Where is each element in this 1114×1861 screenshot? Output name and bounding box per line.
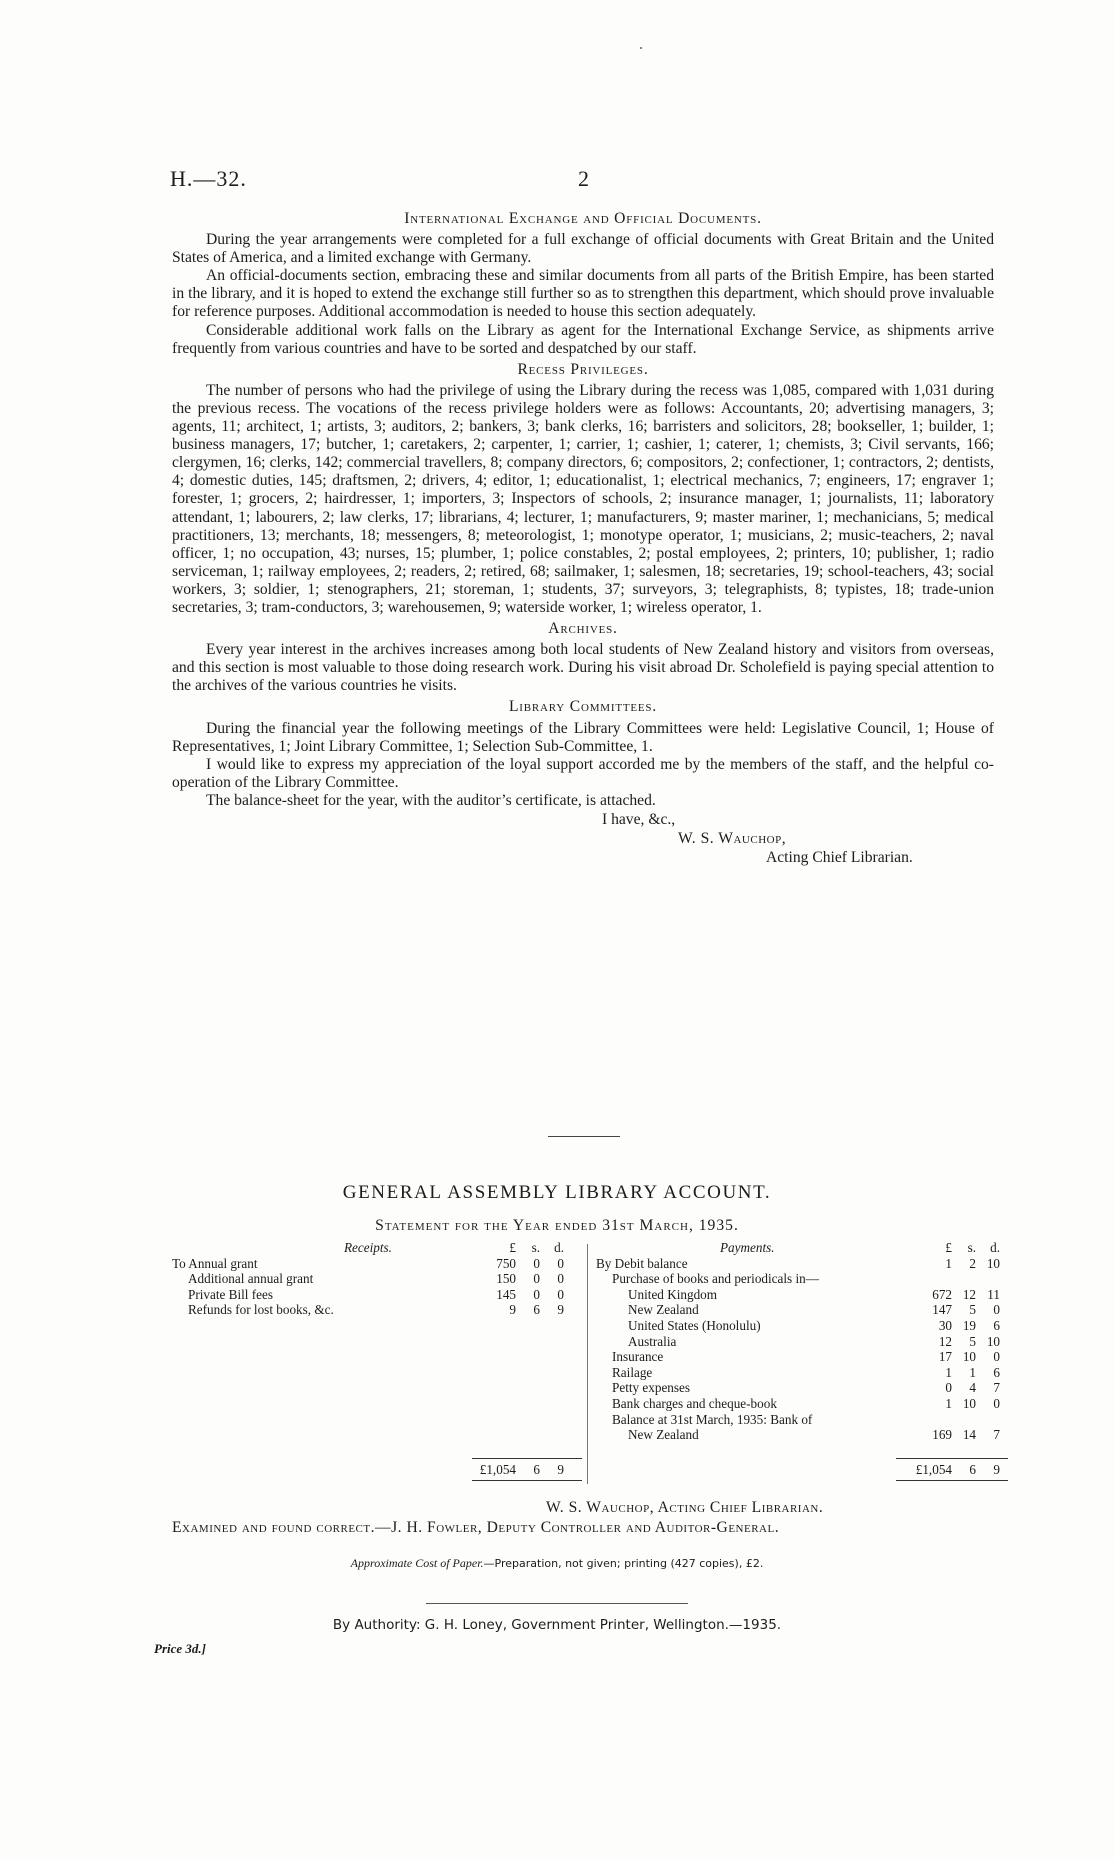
- paragraph: Every year interest in the archives increases among both local students of New Zealand history and visitors from overseas, and this section is most valuable to those doing research work. During his visit abroad Dr. Scholefield is paying special attention to the archives of the various countries he visits.: [172, 641, 994, 695]
- report-body: [172, 207, 994, 867]
- receipts-total-rule: [472, 1458, 582, 1459]
- paragraph: I would like to express my appreciation of the loyal support accorded me by the members of the staff, and the helpful co-operation of the Library Committee.: [172, 755, 994, 791]
- document-reference: H.—32.: [170, 166, 247, 191]
- pence-value: 0: [993, 1349, 1000, 1365]
- account-row: [596, 1365, 1008, 1381]
- pounds-value: 30: [938, 1317, 952, 1333]
- paragraph: During the year arrangements were completed for a full exchange of official documents with Great Britain and the United States of America, and a limited exchange with Germany.: [172, 231, 994, 267]
- signoff-greeting: I have, &c.,: [602, 811, 676, 828]
- account-row: [596, 1318, 1008, 1334]
- row-label: Petty expenses: [612, 1380, 691, 1396]
- shillings-value: 19: [962, 1317, 976, 1333]
- printer-authority: By Authority: G. H. Loney, Government Printer, Wellington.—1935.: [332, 1617, 782, 1633]
- shillings-value: 4: [969, 1380, 976, 1396]
- total-pence: 9: [993, 1462, 1000, 1477]
- payments-heading: Payments.: [720, 1240, 775, 1255]
- row-amount: [912, 1287, 1008, 1303]
- print-speck: [640, 47, 642, 49]
- pounds-value: 1: [945, 1255, 952, 1271]
- row-label: Australia: [628, 1333, 677, 1349]
- account-row: [172, 1256, 582, 1272]
- pence-value: 10: [986, 1333, 1000, 1349]
- money-header: [912, 1240, 1008, 1256]
- row-label: Railage: [612, 1364, 653, 1380]
- receipts-total: [462, 1462, 572, 1478]
- account-row: [172, 1302, 582, 1318]
- payments-rows: [596, 1256, 1008, 1443]
- payments-column: [596, 1240, 1008, 1477]
- footer-divider: [426, 1603, 688, 1604]
- shillings-value: 12: [962, 1286, 976, 1302]
- pounds-value: 12: [938, 1333, 952, 1349]
- money-header: [476, 1240, 572, 1256]
- pounds-value: 150: [496, 1271, 516, 1287]
- row-amount: [912, 1427, 1008, 1443]
- account-row: [596, 1256, 1008, 1272]
- paragraph: The balance-sheet for the year, with the auditor’s certificate, is attached.: [206, 791, 656, 809]
- shillings-header: s.: [531, 1240, 540, 1255]
- receipts-column: [172, 1240, 582, 1477]
- pence-value: 11: [987, 1286, 1000, 1302]
- row-amount: [912, 1365, 1008, 1381]
- row-label: United States (Honolulu): [628, 1317, 761, 1333]
- pence-value: 0: [557, 1286, 564, 1302]
- section-divider: [548, 1136, 620, 1137]
- row-amount: [912, 1302, 1008, 1318]
- pounds-value: 145: [496, 1286, 516, 1302]
- closing-block: [172, 1498, 1012, 1538]
- approximate-cost: [0, 1556, 1114, 1571]
- pence-value: 9: [557, 1302, 564, 1318]
- row-label: Purchase of books and periodicals in—: [612, 1271, 819, 1287]
- row-amount: [476, 1256, 572, 1272]
- pence-header: d.: [554, 1240, 564, 1255]
- pounds-header: £: [945, 1240, 952, 1255]
- pounds-header: £: [509, 1240, 516, 1255]
- shillings-header: s.: [967, 1240, 976, 1255]
- shillings-value: 5: [969, 1302, 976, 1318]
- pounds-value: 672: [932, 1286, 952, 1302]
- shillings-value: 14: [962, 1427, 976, 1443]
- row-amount: [476, 1271, 572, 1287]
- account-row: [596, 1287, 1008, 1303]
- receipts-heading: Receipts.: [344, 1240, 392, 1255]
- row-label: Balance at 31st March, 1935: Bank of: [612, 1411, 813, 1427]
- account-title: GENERAL ASSEMBLY LIBRARY ACCOUNT.: [342, 1182, 772, 1203]
- receipts-total-underline: [472, 1480, 582, 1481]
- row-label: Additional annual grant: [188, 1271, 314, 1287]
- row-label: Refunds for lost books, &c.: [188, 1302, 334, 1318]
- row-label: Insurance: [612, 1349, 664, 1365]
- row-label: New Zealand: [628, 1427, 699, 1443]
- section-heading-library-committees: Library Committees.: [508, 698, 658, 716]
- pounds-value: 750: [496, 1255, 516, 1271]
- page-number: 2: [578, 166, 589, 191]
- pence-value: 6: [993, 1317, 1000, 1333]
- account-subtitle: Statement for the Year ended 31st March, 1935.: [375, 1217, 739, 1234]
- paragraph: The number of persons who had the privilege of using the Library during the recess was 1,085, compared with 1,031 during the previous recess. The vocations of the recess privilege holders were as follows: Accountants, 20; advertising managers, 3; agents, 11; architect, 1; artists, 3; auditors, 2; bankers, 3; bank clerks, 16; barristers and solicitors, 28; bookseller, 1; builder, 1; business managers, 17; butcher, 1; caretakers, 2; carpenter, 1; carrier, 1; cashier, 1; caterer, 1; chemists, 3; Civil servants, 166; clergymen, 16; clerks, 142; commercial travellers, 8; company directors, 6; compositors, 2; confectioner, 1; contractors, 2; dentists, 4; domestic duties, 145; draftsmen, 2; drivers, 4; editor, 1; educationalist, 1; electrical mechanics, 7; engineers, 17; engraver 1; forester, 1; grocers, 2; hairdresser, 1; importers, 3; Inspectors of schools, 2; insurance manager, 1; journalists, 11; laboratory attendant, 1; labourers, 2; law clerks, 17; librarians, 4; lecturer, 1; manufacturers, 9; master mariner, 1; mechanicians, 5; medical practitioners, 13; merchants, 18; messengers, 8; meteorologist, 1; monotype operator, 1; musicians, 2; music-teachers, 2; naval officer, 1; no occupation, 43; nurses, 15; plumber, 1; police constables, 2; postal employees, 2; printers, 10; publisher, 1; radio serviceman, 1; railway employees, 2; readers, 2; retired, 68; sailmaker, 1; salesmen, 18; secretaries, 19; school-teachers, 43; social workers, 3; soldier, 1; stenographers, 21; storeman, 1; students, 37; surveyors, 3; telegraphists, 8; typistes, 18; trade-union secretaries, 3; tram-conductors, 3; warehousemen, 9; waterside worker, 1; wireless operator, 1.: [172, 381, 994, 616]
- row-amount: [912, 1349, 1008, 1365]
- shillings-value: 2: [969, 1255, 976, 1271]
- section-heading-international-exchange: International Exchange and Official Documents.: [404, 210, 762, 227]
- receipts-total-row: [172, 1462, 582, 1478]
- payments-header-row: [596, 1240, 1008, 1256]
- shillings-value: 0: [533, 1271, 540, 1287]
- total-pounds: £1,054: [915, 1462, 952, 1477]
- pence-value: 10: [986, 1255, 1000, 1271]
- shillings-value: 0: [533, 1286, 540, 1302]
- pence-value: 6: [993, 1364, 1000, 1380]
- row-label: To Annual grant: [172, 1255, 258, 1271]
- total-pence: 9: [557, 1462, 564, 1477]
- row-amount: [912, 1396, 1008, 1412]
- paragraph: During the financial year the following meetings of the Library Committees were held: Legislative Council, 1; House of Representatives, 1; Joint Library Committee, 1; Selection Sub-Committee, 1.: [172, 719, 994, 755]
- payments-total: [898, 1462, 1008, 1478]
- row-label: Bank charges and cheque-book: [612, 1395, 777, 1411]
- pence-value: 0: [993, 1395, 1000, 1411]
- paragraph: An official-documents section, embracing these and similar documents from all parts of the British Empire, has been started in the library, and it is hoped to extend the exchange still further so as to strengthen this department, which should prove invaluable for reference purposes. Additional accommodation is needed to house this section adequately.: [172, 267, 994, 321]
- pence-value: 0: [557, 1271, 564, 1287]
- receipts-rows: [172, 1256, 582, 1318]
- account-row: [596, 1412, 1008, 1428]
- total-shillings: 6: [533, 1462, 540, 1477]
- closing-signature: W. S. Wauchop, Acting Chief Librarian.: [546, 1499, 824, 1516]
- shillings-value: 10: [962, 1349, 976, 1365]
- paragraph: Considerable additional work falls on the Library as agent for the International Exchange Service, as shipments arrive frequently from various countries and have to be sorted and despatched by our staff.: [172, 321, 994, 357]
- shillings-value: 1: [969, 1364, 976, 1380]
- pounds-value: 17: [938, 1349, 952, 1365]
- account-row: [596, 1271, 1008, 1287]
- row-amount: [912, 1318, 1008, 1334]
- approx-cost-label: Approximate Cost of Paper.: [350, 1556, 484, 1570]
- section-heading-archives: Archives.: [548, 620, 618, 638]
- account-row: [596, 1302, 1008, 1318]
- shillings-value: 0: [533, 1255, 540, 1271]
- signoff-name: W. S. Wauchop,: [678, 830, 787, 847]
- total-shillings: 6: [969, 1462, 976, 1477]
- price: Price 3d.]: [154, 1641, 206, 1656]
- account-row: [596, 1380, 1008, 1396]
- examined-statement: Examined and found correct.—J. H. Fowler, Deputy Controller and Auditor-General.: [172, 1519, 780, 1536]
- signoff: [172, 810, 994, 867]
- total-pounds: £1,054: [479, 1462, 516, 1477]
- approx-cost-text: —Preparation, not given; printing (427 copies), £2.: [483, 1557, 764, 1570]
- row-label: United Kingdom: [628, 1286, 718, 1302]
- pounds-value: 169: [932, 1427, 952, 1443]
- pounds-value: 147: [932, 1302, 952, 1318]
- payments-total-row: [596, 1462, 1008, 1478]
- pounds-value: 0: [945, 1380, 952, 1396]
- account-row: [596, 1349, 1008, 1365]
- account-row: [596, 1334, 1008, 1350]
- row-label: Private Bill fees: [188, 1286, 273, 1302]
- shillings-value: 5: [969, 1333, 976, 1349]
- row-amount: [912, 1380, 1008, 1396]
- pence-value: 0: [993, 1302, 1000, 1318]
- pence-value: 0: [557, 1255, 564, 1271]
- row-label: By Debit balance: [596, 1255, 688, 1271]
- row-amount: [912, 1334, 1008, 1350]
- row-label: New Zealand: [628, 1302, 699, 1318]
- row-amount: [476, 1287, 572, 1303]
- pence-header: d.: [990, 1240, 1000, 1255]
- shillings-value: 6: [533, 1302, 540, 1318]
- account-row: [172, 1271, 582, 1287]
- receipts-header-row: [172, 1240, 582, 1256]
- payments-total-underline: [896, 1480, 1008, 1481]
- signoff-title: Acting Chief Librarian.: [766, 849, 913, 866]
- account-row: [596, 1396, 1008, 1412]
- row-amount: [912, 1256, 1008, 1272]
- payments-total-rule: [896, 1458, 1008, 1459]
- pence-value: 7: [993, 1380, 1000, 1396]
- pence-value: 7: [993, 1427, 1000, 1443]
- column-divider: [587, 1244, 588, 1484]
- account-row: [172, 1287, 582, 1303]
- shillings-value: 10: [962, 1395, 976, 1411]
- section-heading-recess-privileges: Recess Privileges.: [517, 360, 649, 378]
- row-amount: [476, 1302, 572, 1318]
- account-row: [596, 1427, 1008, 1443]
- pounds-value: 1: [945, 1395, 952, 1411]
- pounds-value: 1: [945, 1364, 952, 1380]
- pounds-value: 9: [509, 1302, 516, 1318]
